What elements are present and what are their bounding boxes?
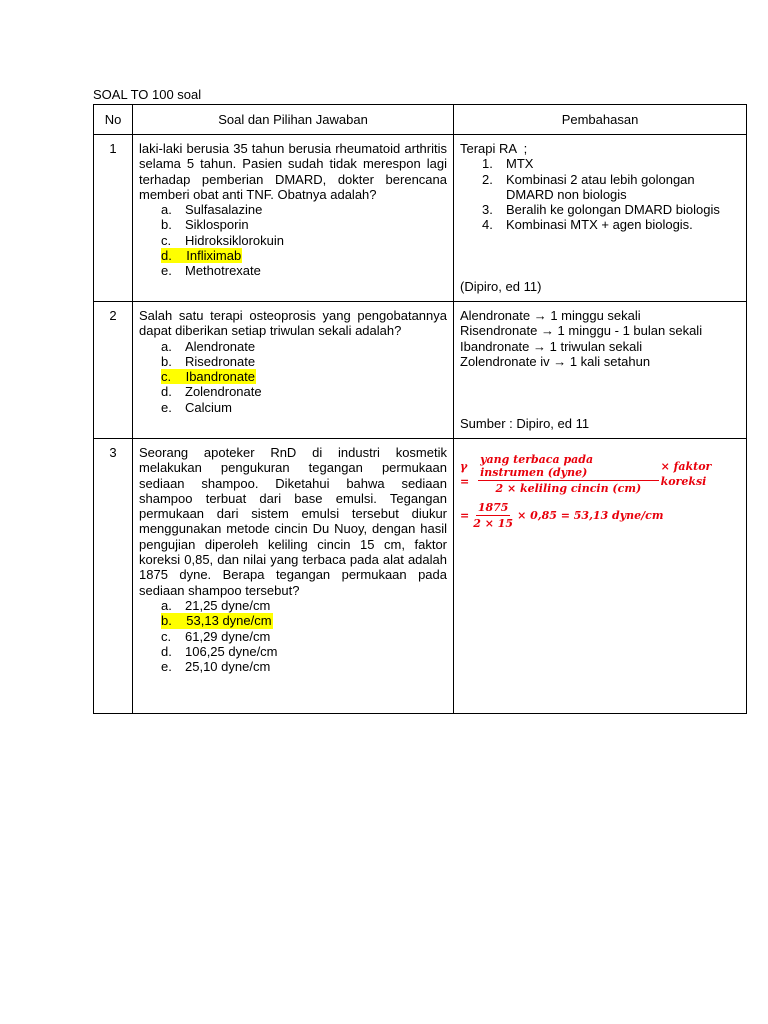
formula-denominator: 2 × keliling cincin (cm) <box>495 482 642 495</box>
formula-lhs: γ = <box>460 459 470 488</box>
question-cell <box>133 135 454 302</box>
option-letter: e. <box>161 659 172 675</box>
row-number: 2 <box>94 302 133 439</box>
option-letter: e. <box>161 399 172 415</box>
option-text: Methotrexate <box>185 263 261 279</box>
answer-option <box>139 598 447 613</box>
answer-option <box>139 339 447 354</box>
discussion-list-item: 2. Kombinasi 2 atau lebih golongan DMARD non biologis <box>482 171 695 202</box>
answer-option <box>139 400 447 415</box>
option-letter: a. <box>161 202 172 218</box>
table-row <box>94 302 747 439</box>
option-text: 53,13 dyne/cm <box>186 613 272 629</box>
surface-tension-formula <box>460 453 740 530</box>
option-text: Siklosporin <box>185 217 249 233</box>
discussion-cell <box>454 302 747 439</box>
formula-definition <box>460 453 740 495</box>
answer-option-correct <box>139 369 447 384</box>
option-letter: d. <box>161 643 172 659</box>
option-letter: d. <box>161 248 172 264</box>
answer-options <box>139 598 447 674</box>
answer-option <box>139 233 447 248</box>
option-text: Alendronate <box>185 338 256 354</box>
question-cell <box>133 302 454 439</box>
answer-option <box>139 629 447 644</box>
option-text: Calcium <box>185 399 232 415</box>
header-discussion: Pembahasan <box>454 105 747 135</box>
option-letter: b. <box>161 217 172 233</box>
discussion-cell <box>454 135 747 302</box>
row-number: 1 <box>94 135 133 302</box>
formula-calculation <box>460 501 740 530</box>
answer-option-correct <box>139 248 447 263</box>
discussion-list-item: 4. Kombinasi MTX + agen biologis. <box>482 217 693 233</box>
option-letter: c. <box>161 628 172 644</box>
option-text: Ibandronate <box>185 369 255 385</box>
discussion-list-item: 3. Beralih ke golongan DMARD biologis <box>482 202 720 218</box>
answer-option <box>139 384 447 399</box>
answer-option <box>139 644 447 659</box>
discussion-line: Alendronate → 1 minggu sekali <box>460 308 641 323</box>
option-text: 61,29 dyne/cm <box>185 628 271 644</box>
question-table <box>93 104 747 714</box>
calc-numerator: 1875 <box>477 501 509 514</box>
option-letter: b. <box>161 613 172 629</box>
option-text: 25,10 dyne/cm <box>185 659 271 675</box>
discussion-heading: Terapi RA ; <box>460 141 528 156</box>
answer-options <box>139 202 447 278</box>
option-letter: a. <box>161 338 172 354</box>
discussion-line: Risendronate → 1 minggu - 1 bulan sekali <box>460 323 703 339</box>
answer-option <box>139 354 447 369</box>
option-text: Zolendronate <box>185 384 262 400</box>
question-text: Seorang apoteker RnD di industri kosmetik melakukan pengukuran tegangan permukaan sediaan shampoo. Diketahui bahwa sediaan shampoo terbuat dari base emulsi. Tegangan permukaan dari sistem emulsi tersebut diukur menggunakan metode cincin Du Nuoy, dengan hasil pengujian diperoleh keliling cincin 15 cm, faktor koreksi 0,85, dan nilai yang terbaca pada alat adalah 1875 dyne. Berapa tegangan permukaan pada sediaan shampoo tersebut? <box>139 445 447 598</box>
row-number: 3 <box>94 439 133 714</box>
calc-result: × 0,85 = 53,13 dyne/cm <box>517 508 664 522</box>
discussion-line: Zolendronate iv → 1 kali setahun <box>460 353 651 369</box>
source-reference: (Dipiro, ed 11) <box>460 279 542 294</box>
formula-numerator: yang terbaca pada instrumen (dyne) <box>478 453 659 481</box>
option-letter: d. <box>161 384 172 400</box>
discussion-list <box>460 156 740 232</box>
option-letter: b. <box>161 353 172 369</box>
question-text: laki-laki berusia 35 tahun berusia rheumatoid arthritis selama 5 tahun. Pasien sudah tidak merespon lagi terhadap pemberian DMARD, dokter berencana memberi obat anti TNF. Obatnya adalah? <box>139 141 447 202</box>
answer-option <box>139 659 447 674</box>
formula-tail: × faktor koreksi <box>660 459 712 488</box>
calc-fraction <box>471 501 515 530</box>
option-text: Risedronate <box>185 353 256 369</box>
discussion-list-item: 1. MTX <box>482 156 534 172</box>
option-letter: c. <box>161 369 172 385</box>
answer-options <box>139 339 447 415</box>
answer-option-correct <box>139 613 447 628</box>
option-text: Infliximab <box>186 248 242 264</box>
table-header-row <box>94 105 747 135</box>
discussion-line: Ibandronate → 1 triwulan sekali <box>460 338 643 354</box>
option-letter: a. <box>161 597 172 613</box>
answer-option <box>139 217 447 232</box>
option-letter: e. <box>161 263 172 279</box>
document-title: SOAL TO 100 soal <box>93 87 202 102</box>
option-text: Sulfasalazine <box>185 202 263 218</box>
option-letter: c. <box>161 232 172 248</box>
table-row <box>94 439 747 714</box>
option-text: 106,25 dyne/cm <box>185 643 278 659</box>
calc-prefix: = <box>460 508 470 522</box>
calc-denominator: 2 × 15 <box>473 517 514 530</box>
answer-option <box>139 202 447 217</box>
question-text: Salah satu terapi osteoprosis yang pengobatannya dapat diberikan setiap triwulan sekali adalah? <box>139 308 447 339</box>
discussion-cell <box>454 439 747 714</box>
question-cell <box>133 439 454 714</box>
table-row <box>94 135 747 302</box>
source-reference: Sumber : Dipiro, ed 11 <box>460 416 590 431</box>
formula-fraction <box>478 453 659 495</box>
option-text: Hidroksiklorokuin <box>185 232 284 248</box>
option-text: 21,25 dyne/cm <box>185 597 271 613</box>
header-no: No <box>94 105 133 135</box>
header-question: Soal dan Pilihan Jawaban <box>133 105 454 135</box>
answer-option <box>139 263 447 278</box>
